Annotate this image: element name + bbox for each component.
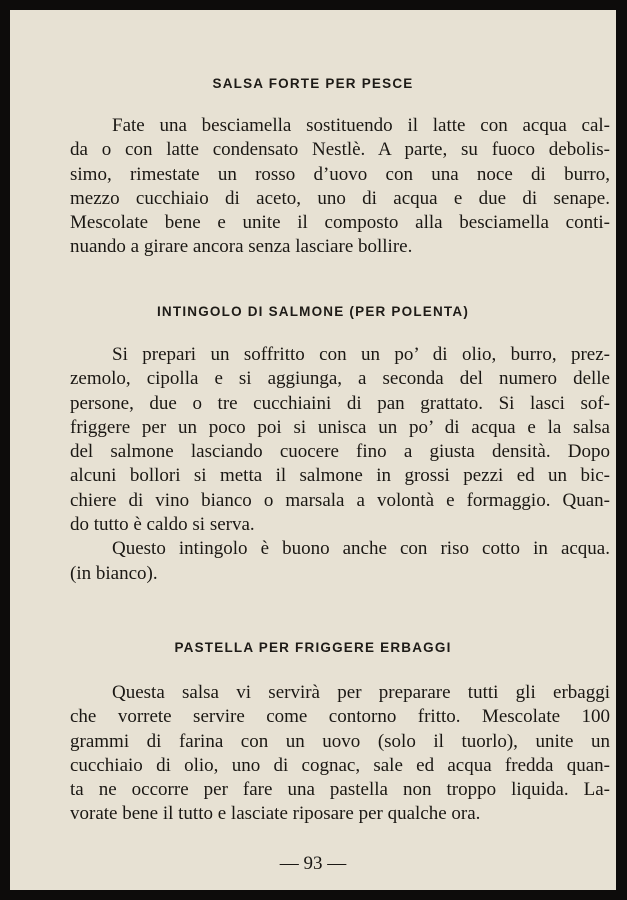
text-line: Si prepari un soffritto con un po’ di olio, burro, prez-	[112, 344, 610, 365]
text-line: friggere per un poco poi si unisca un po’ di acqua e la salsa	[70, 416, 610, 438]
section-title-intingolo: INTINGOLO DI SALMONE (PER POLENTA)	[156, 304, 470, 319]
text-line: grammi di farina con un uovo (solo il tuorlo), unite un	[70, 730, 610, 752]
text-line: persone, due o tre cucchiaini di pan grattato. Si lasci sof-	[70, 392, 610, 414]
text-line: Questa salsa vi servirà per preparare tutti gli erbaggi	[112, 682, 610, 703]
text-line: nuando a girare ancora senza lasciare bollire.	[70, 236, 413, 258]
section-body-pastella	[70, 681, 610, 827]
section-title-pastella: PASTELLA PER FRIGGERE ERBAGGI	[174, 640, 452, 655]
text-line: do tutto è caldo si serva.	[70, 514, 255, 536]
text-line: del salmone lasciando cuocere fino a giusta densità. Dopo	[70, 441, 610, 463]
text-line: alcuni bollori si metta il salmone in grossi pezzi ed un bic-	[70, 465, 610, 487]
page-number: — 93 —	[279, 853, 347, 874]
book-page	[10, 10, 616, 890]
text-line: simo, rimestate un rosso d’uovo con una noce di burro,	[70, 163, 610, 185]
section-body-salsa-forte	[70, 114, 610, 260]
text-line: vorate bene il tutto e lasciate riposare per qualche ora.	[70, 803, 481, 825]
section-title-salsa-forte: SALSA FORTE PER PESCE	[212, 76, 414, 91]
text-line: Mescolate bene e unite il composto alla besciamella conti-	[70, 212, 610, 234]
text-line: mezzo cucchiaio di aceto, uno di acqua e due di senape.	[70, 187, 610, 209]
text-line: (in bianco).	[70, 562, 158, 584]
section-body-intingolo	[70, 343, 610, 586]
text-line: Questo intingolo è buono anche con riso cotto in acqua.	[112, 538, 610, 560]
text-line: Fate una besciamella sostituendo il latte con acqua cal-	[112, 115, 610, 136]
text-line: da o con latte condensato Nestlè. A parte, su fuoco debolis-	[70, 139, 610, 161]
text-line: che vorrete servire come contorno fritto. Mescolate 100	[70, 706, 610, 728]
text-line: cucchiaio di olio, uno di cognac, sale ed acqua fredda quan-	[70, 754, 610, 776]
text-line: zemolo, cipolla e si aggiunga, a seconda del numero delle	[70, 368, 610, 390]
text-line: ta ne occorre per fare una pastella non troppo liquida. La-	[70, 779, 610, 801]
text-line: chiere di vino bianco o marsala a volontà e formaggio. Quan-	[70, 489, 610, 511]
